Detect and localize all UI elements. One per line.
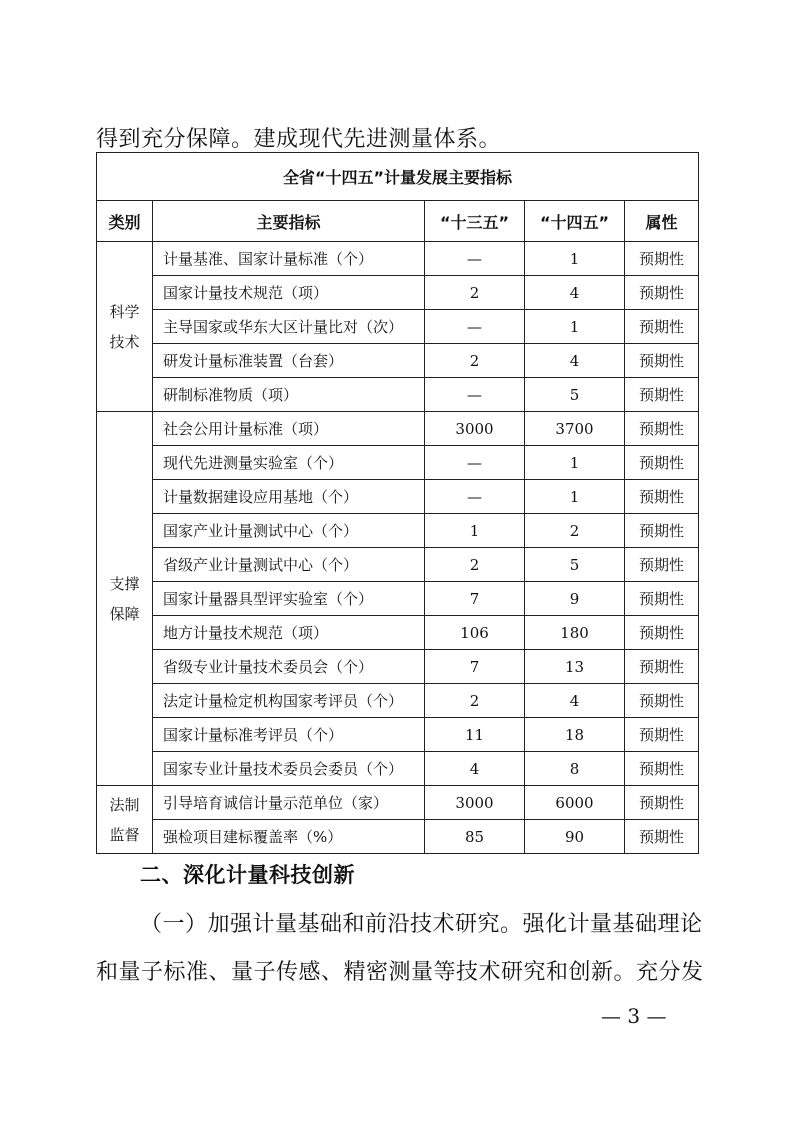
value-14th-cell: 3700	[525, 412, 625, 446]
value-13th-cell: —	[425, 480, 525, 514]
attribute-cell: 预期性	[625, 412, 699, 446]
attribute-cell: 预期性	[625, 446, 699, 480]
value-13th-cell: 7	[425, 582, 525, 616]
value-13th-cell: 1	[425, 514, 525, 548]
table-row	[97, 412, 699, 446]
value-14th-cell: 1	[525, 446, 625, 480]
category-cell	[97, 242, 153, 412]
indicator-cell: 研制标准物质（项）	[153, 378, 425, 412]
attribute-cell: 预期性	[625, 276, 699, 310]
table-row	[97, 446, 699, 480]
value-13th-cell: —	[425, 378, 525, 412]
metrics-table	[96, 152, 699, 854]
value-13th-cell: —	[425, 310, 525, 344]
value-13th-cell: 85	[425, 820, 525, 854]
category-label: 监督	[109, 825, 140, 844]
value-13th-cell: —	[425, 242, 525, 276]
section-heading: 二、深化计量科技创新	[140, 863, 355, 887]
indicator-cell: 国家计量器具型评实验室（个）	[153, 582, 425, 616]
indicator-cell: 引导培育诚信计量示范单位（家）	[153, 786, 425, 820]
metrics-table-body	[97, 153, 699, 854]
value-14th-cell: 1	[525, 310, 625, 344]
attribute-cell: 预期性	[625, 820, 699, 854]
indicator-cell: 国家计量标准考评员（个）	[153, 718, 425, 752]
value-14th-cell: 8	[525, 752, 625, 786]
paragraph-line-1: （一）加强计量基础和前沿技术研究。强化计量基础理论	[140, 912, 703, 937]
value-14th-cell: 180	[525, 616, 625, 650]
value-14th-cell: 1	[525, 480, 625, 514]
category-cell	[97, 786, 153, 854]
attribute-cell: 预期性	[625, 650, 699, 684]
attribute-cell: 预期性	[625, 480, 699, 514]
indicator-cell: 计量基准、国家计量标准（个）	[153, 242, 425, 276]
attribute-cell: 预期性	[625, 378, 699, 412]
page-number: — 3 —	[601, 1004, 667, 1028]
indicator-cell: 国家计量技术规范（项）	[153, 276, 425, 310]
value-13th-cell: 3000	[425, 412, 525, 446]
attribute-cell: 预期性	[625, 344, 699, 378]
indicator-cell: 计量数据建设应用基地（个）	[153, 480, 425, 514]
value-14th-cell: 4	[525, 684, 625, 718]
value-13th-cell: 7	[425, 650, 525, 684]
indicator-cell: 研发计量标准装置（台套）	[153, 344, 425, 378]
attribute-cell: 预期性	[625, 310, 699, 344]
indicator-cell: 主导国家或华东大区计量比对（次）	[153, 310, 425, 344]
category-label: 技术	[109, 332, 140, 351]
value-13th-cell: —	[425, 446, 525, 480]
attribute-cell: 预期性	[625, 582, 699, 616]
table-row	[97, 344, 699, 378]
value-14th-cell: 13	[525, 650, 625, 684]
attribute-cell: 预期性	[625, 514, 699, 548]
header-indicator: 主要指标	[153, 201, 425, 242]
indicator-cell: 国家产业计量测试中心（个）	[153, 514, 425, 548]
category-label: 科学	[109, 302, 140, 321]
value-13th-cell: 11	[425, 718, 525, 752]
value-13th-cell: 3000	[425, 786, 525, 820]
value-13th-cell: 2	[425, 344, 525, 378]
table-row	[97, 480, 699, 514]
indicator-cell: 社会公用计量标准（项）	[153, 412, 425, 446]
category-cell	[97, 412, 153, 786]
table-title: 全省“十四五”计量发展主要指标	[97, 153, 699, 201]
value-14th-cell: 4	[525, 344, 625, 378]
value-14th-cell: 5	[525, 548, 625, 582]
table-row	[97, 310, 699, 344]
value-13th-cell: 2	[425, 684, 525, 718]
value-14th-cell: 6000	[525, 786, 625, 820]
table-title-row	[97, 153, 699, 201]
table-row	[97, 242, 699, 276]
attribute-cell: 预期性	[625, 548, 699, 582]
value-13th-cell: 2	[425, 276, 525, 310]
attribute-cell: 预期性	[625, 684, 699, 718]
indicator-cell: 地方计量技术规范（项）	[153, 616, 425, 650]
table-row	[97, 718, 699, 752]
indicator-cell: 法定计量检定机构国家考评员（个）	[153, 684, 425, 718]
table-header-row	[97, 201, 699, 242]
table-row	[97, 378, 699, 412]
table-row	[97, 276, 699, 310]
attribute-cell: 预期性	[625, 616, 699, 650]
value-14th-cell: 4	[525, 276, 625, 310]
value-14th-cell: 9	[525, 582, 625, 616]
value-14th-cell: 5	[525, 378, 625, 412]
indicator-cell: 国家专业计量技术委员会委员（个）	[153, 752, 425, 786]
header-13th-plan: “十三五”	[425, 201, 525, 242]
attribute-cell: 预期性	[625, 752, 699, 786]
table-row	[97, 820, 699, 854]
attribute-cell: 预期性	[625, 786, 699, 820]
value-14th-cell: 18	[525, 718, 625, 752]
value-13th-cell: 106	[425, 616, 525, 650]
table-row	[97, 752, 699, 786]
indicator-cell: 强检项目建标覆盖率（%）	[153, 820, 425, 854]
value-13th-cell: 4	[425, 752, 525, 786]
table-row	[97, 616, 699, 650]
header-attribute: 属性	[625, 201, 699, 242]
table-row	[97, 786, 699, 820]
category-label: 支撑	[109, 574, 140, 593]
value-13th-cell: 2	[425, 548, 525, 582]
attribute-cell: 预期性	[625, 718, 699, 752]
indicator-cell: 省级专业计量技术委员会（个）	[153, 650, 425, 684]
attribute-cell: 预期性	[625, 242, 699, 276]
indicator-cell: 现代先进测量实验室（个）	[153, 446, 425, 480]
value-14th-cell: 90	[525, 820, 625, 854]
header-14th-plan: “十四五”	[525, 201, 625, 242]
category-label: 保障	[109, 604, 140, 623]
value-14th-cell: 1	[525, 242, 625, 276]
header-category: 类别	[97, 201, 153, 242]
table-row	[97, 684, 699, 718]
paragraph-line-2: 和量子标准、量子传感、精密测量等技术研究和创新。充分发	[96, 960, 704, 985]
category-label: 法制	[109, 795, 140, 814]
indicator-cell: 省级产业计量测试中心（个）	[153, 548, 425, 582]
intro-text-line: 得到充分保障。建成现代先进测量体系。	[96, 127, 502, 152]
table-row	[97, 582, 699, 616]
table-row	[97, 650, 699, 684]
value-14th-cell: 2	[525, 514, 625, 548]
table-row	[97, 514, 699, 548]
table-row	[97, 548, 699, 582]
